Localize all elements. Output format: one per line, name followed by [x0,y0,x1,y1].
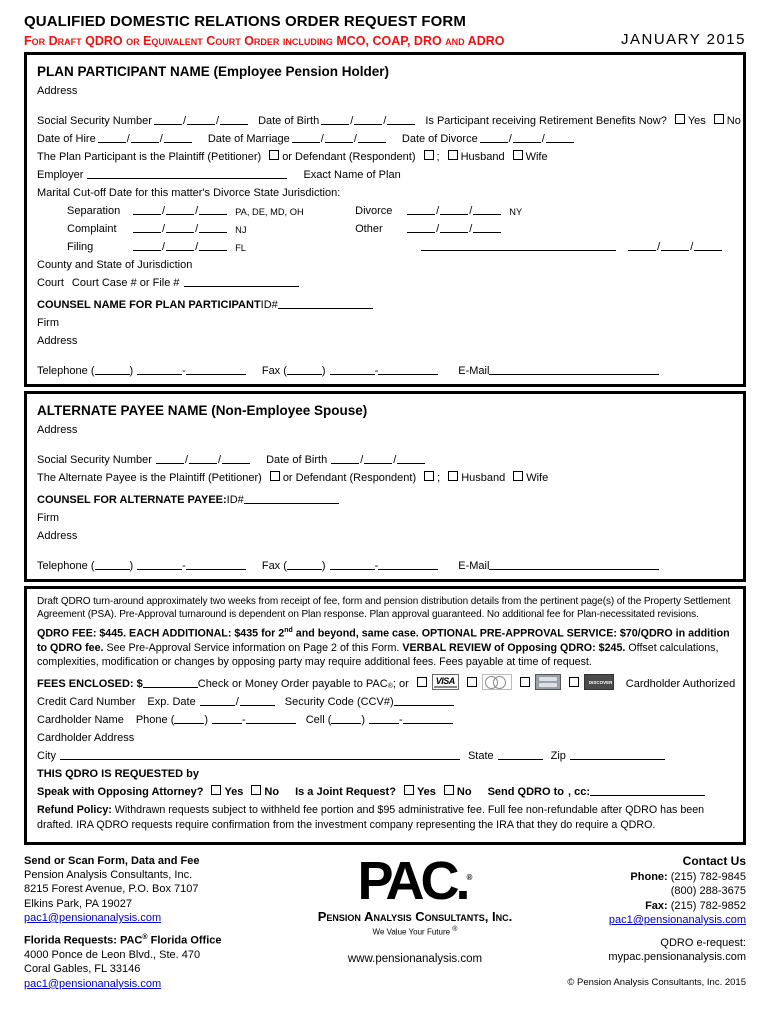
slash-separator: / [436,205,440,217]
date-segment-field[interactable] [473,213,501,215]
joint-no-label: No [456,786,472,799]
cardholder-cell-area-field[interactable] [331,722,361,724]
paren: ) [361,714,366,727]
paren: ) [321,365,326,377]
date-segment-field[interactable] [166,249,194,251]
slash-separator: / [162,241,166,253]
speak-attorney-label: Speak with Opposing Attorney? [37,786,204,799]
visa-checkbox[interactable] [417,677,427,687]
date-segment-field[interactable] [199,213,227,215]
date-segment-field[interactable] [480,141,508,143]
form-footer [24,850,746,991]
form-edition-date: JANUARY 2015 [620,31,746,48]
participant-fax-line-field[interactable] [378,373,438,375]
slash-separator: / [690,241,694,253]
date-segment-field[interactable] [220,123,248,125]
alternate-fax-area-field[interactable] [287,568,322,570]
date-of-marriage-label: Date of Marriage [207,133,290,145]
slash-separator: / [350,115,354,127]
participant-dob-field[interactable] [321,115,415,127]
alternate-heading: ALTERNATE PAYEE NAME (Non-Employee Spouse) [37,403,368,418]
divorce-state-label: NY [509,207,523,217]
footer-right-column [538,854,746,991]
employer-field[interactable] [87,177,287,179]
refund-policy-paragraph [37,803,733,831]
slash-separator: / [393,454,397,466]
slash-separator: / [182,115,186,127]
date-of-divorce-label: Date of Divorce [401,133,478,145]
cardholder-cell-prefix-field[interactable] [369,722,399,724]
alternate-telephone-label: Telephone ( [37,560,95,572]
participant-email-field[interactable] [489,373,659,375]
date-segment-field[interactable] [364,462,392,464]
credit-card-number-label: Credit Card Number [37,696,136,709]
company-address-2: Elkins Park, PA 19027 [24,897,133,910]
divorce-row-label: Divorce [355,205,393,217]
date-segment-field[interactable] [133,249,161,251]
date-segment-field[interactable] [407,213,435,215]
florida-heading-b: Florida Office [147,934,222,947]
participant-wife-label: Wife [525,151,548,163]
amex-checkbox[interactable] [520,677,530,687]
date-segment-field[interactable] [358,141,386,143]
joint-no-checkbox[interactable] [444,785,454,795]
phone-line-1 [538,870,746,885]
speak-no-label: No [264,786,280,799]
slash-separator: / [541,133,545,145]
cardholder-phone-label: Phone ( [135,714,175,727]
visa-label: VISA [435,676,455,687]
slash-separator: / [657,241,661,253]
participant-phone-area-field[interactable] [95,373,130,375]
cardholder-cell-line-field[interactable] [403,722,453,724]
date-segment-field[interactable] [628,249,656,251]
exp-month-field[interactable] [200,704,235,706]
amex-card-icon [535,674,561,690]
slash-separator: / [320,133,324,145]
participant-fax-area-field[interactable] [287,373,322,375]
alternate-husband-checkbox[interactable] [448,471,458,481]
slash-separator: / [216,115,220,127]
send-qdro-label: Send QDRO to [487,786,564,799]
state-field[interactable] [498,758,543,760]
city-label: City [37,750,56,763]
speak-yes-checkbox[interactable] [211,785,221,795]
dash: - [242,714,246,727]
date-segment-field[interactable] [166,213,194,215]
slash-separator: / [195,205,199,217]
phone-line-2: (800) 288-3675 [670,885,746,898]
footer-left-column [24,854,292,991]
date-segment-field[interactable] [661,249,689,251]
company-name-smallcaps: Pension Analysis Consultants, Inc. [317,909,513,925]
slash-separator: / [126,133,130,145]
footer-center-column [292,850,538,991]
date-segment-field[interactable] [325,141,353,143]
tagline-text: We Value Your Future [372,927,451,937]
participant-husband-checkbox[interactable] [448,150,458,160]
alternate-phone-line-field[interactable] [186,568,246,570]
slash-separator: / [353,133,357,145]
fee-bold-2: and beyond, same case. OPTIONAL PRE-APPROVAL SERVICE: $70/QDRO in addition to QDRO fee. [37,627,730,654]
date-segment-field[interactable] [222,462,250,464]
joint-request-label: Is a Joint Request? [295,786,396,799]
slash-separator: / [195,223,199,235]
marital-cutoff-label: Marital Cut-off Date for this matter's Divorce State Jurisdiction: [37,187,341,199]
copyright-notice: © Pension Analysis Consultants, Inc. 2015 [567,976,746,988]
date-segment-field[interactable] [199,231,227,233]
participant-telephone-label: Telephone ( [37,365,95,377]
refund-policy-label: Refund Policy: [37,804,112,817]
dash: - [374,365,379,377]
florida-address-1: 4000 Ponce de Leon Blvd., Ste. 470 [24,949,201,962]
dash: - [182,560,186,572]
county-label: County and State of Jurisdiction [37,259,193,271]
alternate-fax-prefix-field[interactable] [330,568,375,570]
filing-label: Filing [67,241,94,253]
footer-email-link-2[interactable]: pac1@pensionanalysis.com [24,977,162,990]
alternate-role-label: The Alternate Payee is the Plaintiff (Petitioner) [37,472,262,484]
divorce-date-field[interactable] [407,205,501,217]
cardholder-cell-label: Cell ( [305,714,332,727]
fee-regular-1: See Pre-Approval Service information on Page 2 of this Form. [103,641,403,654]
registered-mark: ® [466,872,473,882]
participant-counsel-id-label: ID# [260,299,278,311]
discover-card-icon [584,674,614,690]
cardholder-authorized-label: Cardholder Authorized [625,678,736,691]
participant-ssn-label: Social Security Number [37,115,152,127]
slash-separator: / [436,223,440,235]
participant-defendant-checkbox[interactable] [424,150,434,160]
refund-policy-text: Withdrawn requests subject to withheld fee portion and $95 administrative fee. Full fee non-refundable after QDRO has been drafted. IRA QDRO requests require confirmation from the investment company representing the IRA that they do require a QDRO. [37,804,705,831]
security-code-field[interactable] [394,704,454,706]
fee-regular-2: Offset calculations, complexities, modification or changes by opposing party may require additional fees. Fees payable at time of request. [37,641,719,669]
fees-enclosed-label: FEES ENCLOSED: $ [37,678,143,691]
alternate-defendant-label: or Defendant (Respondent) [282,472,417,484]
fee-schedule-paragraph [37,626,733,669]
date-of-hire-field[interactable] [98,133,192,145]
erequest-site[interactable]: mypac.pensionanalysis.com [608,951,746,964]
retirement-yes-checkbox[interactable] [675,114,685,124]
date-of-marriage-field[interactable] [292,133,386,145]
participant-fax-label: Fax ( [261,365,287,377]
alternate-phone-prefix-field[interactable] [137,568,182,570]
alternate-defendant-checkbox[interactable] [424,471,434,481]
dash: - [399,714,403,727]
date-segment-field[interactable] [166,231,194,233]
alternate-dob-label: Date of Birth [266,454,328,466]
alternate-husband-label: Husband [461,472,506,484]
participant-dob-label: Date of Birth [258,115,320,127]
date-segment-field[interactable] [133,213,161,215]
retirement-no-checkbox[interactable] [714,114,724,124]
registered-mark: ® [387,683,393,691]
joint-yes-checkbox[interactable] [404,785,414,795]
pac-logo-text: PAC. [357,850,467,911]
filing-state-label: FL [235,243,246,253]
paren: ) [129,560,134,572]
date-segment-field[interactable] [164,141,192,143]
slash-separator: / [360,454,364,466]
visa-card-icon [432,674,459,690]
alternate-wife-checkbox[interactable] [513,471,523,481]
cardholder-phone-line-field[interactable] [246,722,296,724]
date-segment-field[interactable] [331,462,359,464]
date-segment-field[interactable] [133,231,161,233]
participant-counsel-address-label: Address [37,335,78,347]
separation-label: Separation [67,205,121,217]
filing-date-field[interactable] [133,241,227,253]
retirement-yes-label: Yes [687,115,706,127]
alternate-payee-section [24,391,746,582]
date-segment-field[interactable] [156,462,184,464]
slash-separator: / [469,223,473,235]
date-segment-field[interactable] [387,123,415,125]
phone-number-1: (215) 782-9845 [670,870,746,883]
date-segment-field[interactable] [321,123,349,125]
complaint-date-field[interactable] [133,223,227,235]
retirement-no-label: No [726,115,741,127]
form-subtitle: For Draft QDRO or Equivalent Court Order including MCO, COAP, DRO and ADRO [24,34,505,48]
date-segment-field[interactable] [440,213,468,215]
footer-email-link-1[interactable]: pac1@pensionanalysis.com [24,911,162,924]
alternate-plaintiff-checkbox[interactable] [270,471,280,481]
complaint-label: Complaint [67,223,117,235]
other-jurisdiction-date-field[interactable] [628,241,722,253]
fees-enclosed-amount-field[interactable] [143,686,198,688]
other-date-field[interactable] [407,223,501,235]
company-name: Pension Analysis Consultants, Inc. [24,869,193,882]
mastercard-icon [482,674,512,690]
cardholder-address-label: Cardholder Address [37,732,135,745]
separation-date-field[interactable] [133,205,227,217]
fax-number: (215) 782-9852 [670,899,746,912]
participant-ssn-field[interactable] [154,115,248,127]
discover-label: DISCOVER [588,681,613,686]
florida-address-2: Coral Gables, FL 33146 [24,963,141,976]
alternate-counsel-id-label: ID# [226,494,244,506]
slash-separator: / [162,205,166,217]
pac-logo [292,850,538,911]
slash-separator: / [162,223,166,235]
joint-yes-label: Yes [416,786,436,799]
other-row-label: Other [355,223,383,235]
contact-us-heading: Contact Us [682,853,746,868]
check-or-label: Check or Money Order payable to PAC [197,678,388,691]
exp-year-field[interactable] [240,704,275,706]
participant-husband-label: Husband [460,151,505,163]
alternate-counsel-id-field[interactable] [244,502,339,504]
fee-bold-1: QDRO FEE: $445. EACH ADDITIONAL: $435 for 2 [37,627,285,640]
court-case-field[interactable] [184,285,299,287]
alternate-counsel-address-label: Address [37,530,78,542]
paren: ) [204,714,209,727]
slash-separator: / [383,115,387,127]
alternate-dob-field[interactable] [331,454,425,466]
participant-counsel-heading: COUNSEL NAME FOR PLAN PARTICIPANT [37,299,261,311]
separation-states-label: PA, DE, MD, OH [235,207,304,217]
date-segment-field[interactable] [513,141,541,143]
date-segment-field[interactable] [189,462,217,464]
alternate-fax-label: Fax ( [261,560,287,572]
cardholder-phone-area-field[interactable] [174,722,204,724]
participant-plaintiff-checkbox[interactable] [269,150,279,160]
slash-separator: / [184,454,188,466]
requested-by-label: THIS QDRO IS REQUESTED by [37,768,199,781]
participant-defendant-label: or Defendant (Respondent) [282,151,416,163]
date-segment-field[interactable] [131,141,159,143]
footer-email-link-3[interactable]: pac1@pensionanalysis.com [608,914,746,927]
discover-checkbox[interactable] [569,677,579,687]
date-segment-field[interactable] [546,141,574,143]
florida-heading-a: Florida Requests: PAC [24,934,143,947]
send-scan-heading: Send or Scan Form, Data and Fee [24,854,200,867]
security-code-label: Security Code (CCV#) [284,696,394,709]
paren: ) [129,365,134,377]
fees-section [24,586,746,845]
date-segment-field[interactable] [154,123,182,125]
alternate-wife-label: Wife [526,472,549,484]
alternate-phone-area-field[interactable] [95,568,130,570]
or-label: ; or [392,678,409,691]
phone-label: Phone: [630,870,668,883]
court-label: Court [37,277,64,289]
alternate-firm-label: Firm [37,512,59,524]
company-tagline [292,926,538,937]
fax-line [538,899,746,914]
participant-counsel-id-field[interactable] [278,307,373,309]
date-segment-field[interactable] [694,249,722,251]
dash: - [182,365,186,377]
florida-office-heading [24,933,292,948]
date-segment-field[interactable] [292,141,320,143]
form-header [24,13,746,48]
complaint-state-label: NJ [235,225,247,235]
slash-separator: / [469,205,473,217]
slash-separator: / [235,696,239,709]
role-semicolon: ; [436,151,440,163]
cc-field[interactable] [590,794,705,796]
participant-phone-line-field[interactable] [186,373,246,375]
alternate-ssn-label: Social Security Number [37,454,152,466]
slash-separator: / [218,454,222,466]
zip-label: Zip [550,750,566,763]
dash: - [374,560,379,572]
alternate-counsel-heading: COUNSEL FOR ALTERNATE PAYEE: [37,494,227,506]
slash-separator: / [508,133,512,145]
cc-label: , cc: [567,786,590,799]
date-segment-field[interactable] [199,249,227,251]
court-case-label: Court Case # or File # [71,277,180,289]
speak-no-checkbox[interactable] [251,785,261,795]
erequest-label: QDRO e-request: [660,936,746,949]
speak-yes-label: Yes [224,786,244,799]
date-segment-field[interactable] [473,231,501,233]
website-link[interactable]: www.pensionanalysis.com [347,952,483,965]
plan-name-label: Exact Name of Plan [303,169,401,181]
alternate-email-label: E-Mail [458,560,490,572]
date-segment-field[interactable] [354,123,382,125]
state-label: State [467,750,494,763]
exp-date-label: Exp. Date [147,696,196,709]
registered-mark: ® [142,934,148,942]
alternate-ssn-field[interactable] [156,454,250,466]
slash-separator: / [159,133,163,145]
fee-bold-3: VERBAL REVIEW of Opposing QDRO: $245. [402,641,626,654]
date-segment-field[interactable] [440,231,468,233]
date-segment-field[interactable] [407,231,435,233]
alternate-email-field[interactable] [489,568,659,570]
registered-mark: ® [452,926,458,934]
date-segment-field[interactable] [98,141,126,143]
cardholder-name-label: Cardholder Name [37,714,124,727]
fee-superscript: nd [284,627,293,634]
alternate-address-label: Address [37,424,78,436]
participant-wife-checkbox[interactable] [513,150,523,160]
date-of-hire-label: Date of Hire [37,133,96,145]
role-semicolon: ; [437,472,441,484]
zip-field[interactable] [570,758,665,760]
mastercard-checkbox[interactable] [467,677,477,687]
participant-role-label: The Plan Participant is the Plaintiff (Petitioner) [37,151,262,163]
city-field[interactable] [60,758,460,760]
participant-heading: PLAN PARTICIPANT NAME (Employee Pension Holder) [37,64,390,79]
alternate-fax-line-field[interactable] [378,568,438,570]
company-address-1: 8215 Forest Avenue, P.O. Box 7107 [24,883,199,896]
cardholder-phone-prefix-field[interactable] [212,722,242,724]
plan-participant-section [24,52,746,387]
paren: ) [321,560,326,572]
participant-email-label: E-Mail [458,365,490,377]
slash-separator: / [195,241,199,253]
participant-fax-prefix-field[interactable] [330,373,375,375]
date-segment-field[interactable] [397,462,425,464]
employer-label: Employer [37,169,84,181]
date-segment-field[interactable] [187,123,215,125]
other-jurisdiction-field[interactable] [421,249,616,251]
participant-address-label: Address [37,85,78,97]
participant-firm-label: Firm [37,317,59,329]
date-of-divorce-field[interactable] [480,133,574,145]
turnaround-paragraph: Draft QDRO turn-around approximately two weeks from receipt of fee, form and pension distribution details from the pertinent page(s) of the Property Settlement Agreement (PSA). Pre-Approval turnaround is dependent on Plan response. Plan approval guaranteed. No additional fee for Plan-necessitated revisions. [37,596,731,620]
participant-phone-prefix-field[interactable] [137,373,182,375]
fax-label: Fax: [645,899,668,912]
retirement-question-label: Is Participant receiving Retirement Benefits Now? [425,115,667,127]
form-title: QUALIFIED DOMESTIC RELATIONS ORDER REQUEST FORM [24,13,466,30]
